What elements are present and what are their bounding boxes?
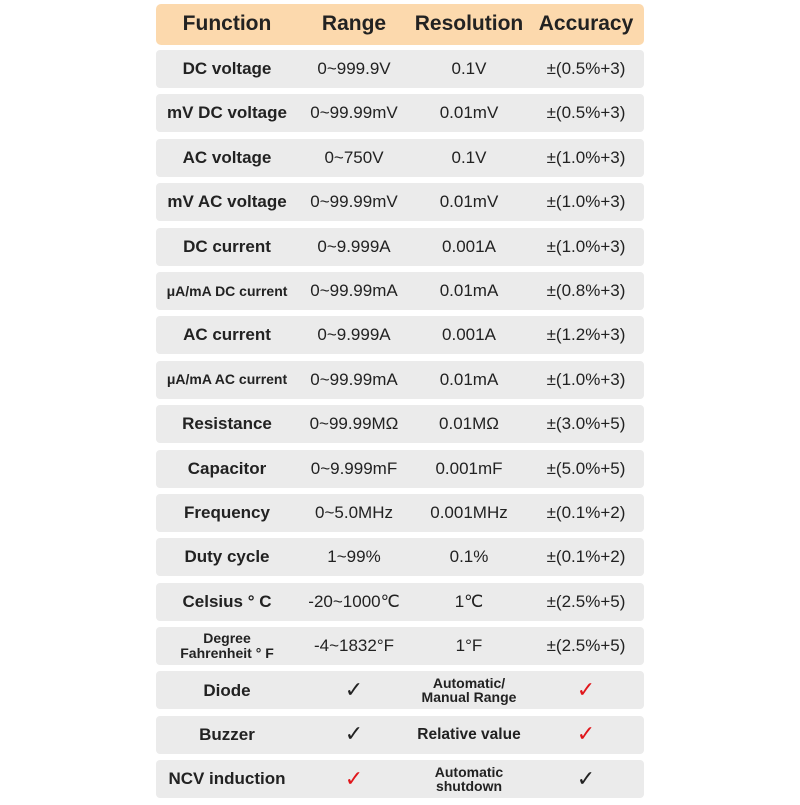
- range-cell: 0~99.99MΩ: [309, 414, 399, 434]
- range-cell: 0~5.0MHz: [315, 502, 393, 522]
- feature-row: [156, 760, 644, 798]
- range-cell: 0~9.999mF: [310, 458, 398, 478]
- check-icon: [298, 671, 410, 709]
- feature-note: [410, 671, 528, 709]
- check-icon: [298, 760, 410, 798]
- function-cell: mV DC voltage: [167, 103, 287, 123]
- resolution-cell: 0.1%: [449, 547, 489, 567]
- header-function: Function: [182, 12, 272, 36]
- function-line: Fahrenheit ° F: [180, 645, 274, 662]
- table-row: [156, 405, 644, 443]
- resolution-cell: 0.01mA: [439, 369, 499, 389]
- table-header: [156, 4, 644, 45]
- range-cell: -20~1000℃: [308, 591, 400, 611]
- feature-note-line: shutdown: [435, 778, 503, 795]
- accuracy-cell: ±(1.0%+3): [546, 369, 626, 389]
- check-mark: ✓: [344, 766, 364, 792]
- table-row: [156, 583, 644, 621]
- check-icon: [528, 671, 644, 709]
- function-cell: AC voltage: [182, 147, 272, 167]
- accuracy-cell: ±(1.0%+3): [546, 192, 626, 212]
- range-cell: 0~9.999A: [317, 325, 391, 345]
- check-mark: ✓: [344, 722, 364, 748]
- table-row: [156, 94, 644, 132]
- table-row: [156, 139, 644, 177]
- range-cell: 0~9.999A: [317, 236, 391, 256]
- range-cell: 0~750V: [324, 147, 384, 167]
- range-cell: -4~1832°F: [313, 636, 395, 656]
- check-mark: ✓: [576, 677, 596, 703]
- resolution-cell: 0.01mV: [439, 103, 499, 123]
- function-cell: Duty cycle: [184, 547, 270, 567]
- table-row: [156, 450, 644, 488]
- accuracy-cell: ±(2.5%+5): [546, 636, 626, 656]
- range-cell: 0~99.99mA: [310, 281, 398, 301]
- table-row: [156, 228, 644, 266]
- feature-note: [410, 760, 528, 798]
- range-cell: 0~999.9V: [317, 59, 391, 79]
- table-row: [156, 361, 644, 399]
- function-line: Degree: [203, 630, 251, 647]
- table-row: [156, 316, 644, 354]
- resolution-cell: 0.01mA: [439, 281, 499, 301]
- function-cell: mV AC voltage: [167, 192, 287, 212]
- function-cell: DC voltage: [182, 59, 272, 79]
- header-accuracy: Accuracy: [538, 12, 634, 36]
- check-icon: [528, 716, 644, 754]
- accuracy-cell: ±(2.5%+5): [546, 591, 626, 611]
- check-mark: ✓: [344, 677, 364, 703]
- accuracy-cell: ±(1.2%+3): [546, 325, 626, 345]
- check-icon: [528, 760, 644, 798]
- function-cell: [156, 627, 298, 665]
- feature-name: Buzzer: [199, 724, 255, 744]
- feature-note-line: Automatic/: [432, 674, 506, 691]
- function-cell: μA/mA DC current: [166, 282, 288, 299]
- accuracy-cell: ±(1.0%+3): [546, 236, 626, 256]
- range-cell: 0~99.99mV: [310, 192, 398, 212]
- table-row: [156, 538, 644, 576]
- header-resolution: Resolution: [414, 12, 524, 36]
- feature-name: NCV induction: [168, 769, 286, 789]
- accuracy-cell: ±(3.0%+5): [546, 414, 626, 434]
- table-row: [156, 494, 644, 532]
- range-cell: 1~99%: [327, 547, 381, 567]
- resolution-cell: 0.001mF: [435, 458, 503, 478]
- range-cell: 0~99.99mA: [310, 369, 398, 389]
- function-cell: Resistance: [182, 414, 272, 434]
- function-cell: Celsius ° C: [182, 591, 272, 611]
- check-mark: ✓: [576, 722, 596, 748]
- check-icon: [298, 716, 410, 754]
- check-mark: ✓: [576, 766, 596, 792]
- resolution-cell: 0.01mV: [439, 192, 499, 212]
- resolution-cell: 0.001A: [442, 325, 496, 345]
- accuracy-cell: ±(0.1%+2): [546, 547, 626, 567]
- function-cell: DC current: [183, 236, 271, 256]
- feature-name: Diode: [203, 680, 251, 700]
- accuracy-cell: ±(0.5%+3): [546, 103, 626, 123]
- function-cell: Capacitor: [187, 458, 267, 478]
- header-range: Range: [321, 12, 387, 36]
- feature-note-line: Manual Range: [421, 689, 517, 706]
- resolution-cell: 0.1V: [451, 147, 487, 167]
- resolution-cell: 0.1V: [451, 59, 487, 79]
- table-row: [156, 627, 644, 665]
- accuracy-cell: ±(0.8%+3): [546, 281, 626, 301]
- function-cell: AC current: [183, 325, 271, 345]
- function-cell: μA/mA AC current: [166, 371, 288, 388]
- resolution-cell: 1°F: [455, 636, 483, 656]
- feature-note: Relative value: [417, 725, 521, 743]
- accuracy-cell: ±(5.0%+5): [546, 458, 626, 478]
- resolution-cell: 0.001MHz: [430, 502, 508, 522]
- accuracy-cell: ±(0.1%+2): [546, 502, 626, 522]
- table-row: [156, 272, 644, 310]
- feature-row: [156, 716, 644, 754]
- accuracy-cell: ±(1.0%+3): [546, 147, 626, 167]
- resolution-cell: 0.01MΩ: [439, 414, 499, 434]
- spec-table: [156, 4, 644, 805]
- resolution-cell: 0.001A: [442, 236, 496, 256]
- table-row: [156, 50, 644, 88]
- feature-row: [156, 671, 644, 709]
- feature-note-line: Automatic: [434, 763, 504, 780]
- accuracy-cell: ±(0.5%+3): [546, 59, 626, 79]
- table-row: [156, 183, 644, 221]
- range-cell: 0~99.99mV: [310, 103, 398, 123]
- function-cell: Frequency: [184, 502, 270, 522]
- resolution-cell: 1℃: [454, 591, 484, 611]
